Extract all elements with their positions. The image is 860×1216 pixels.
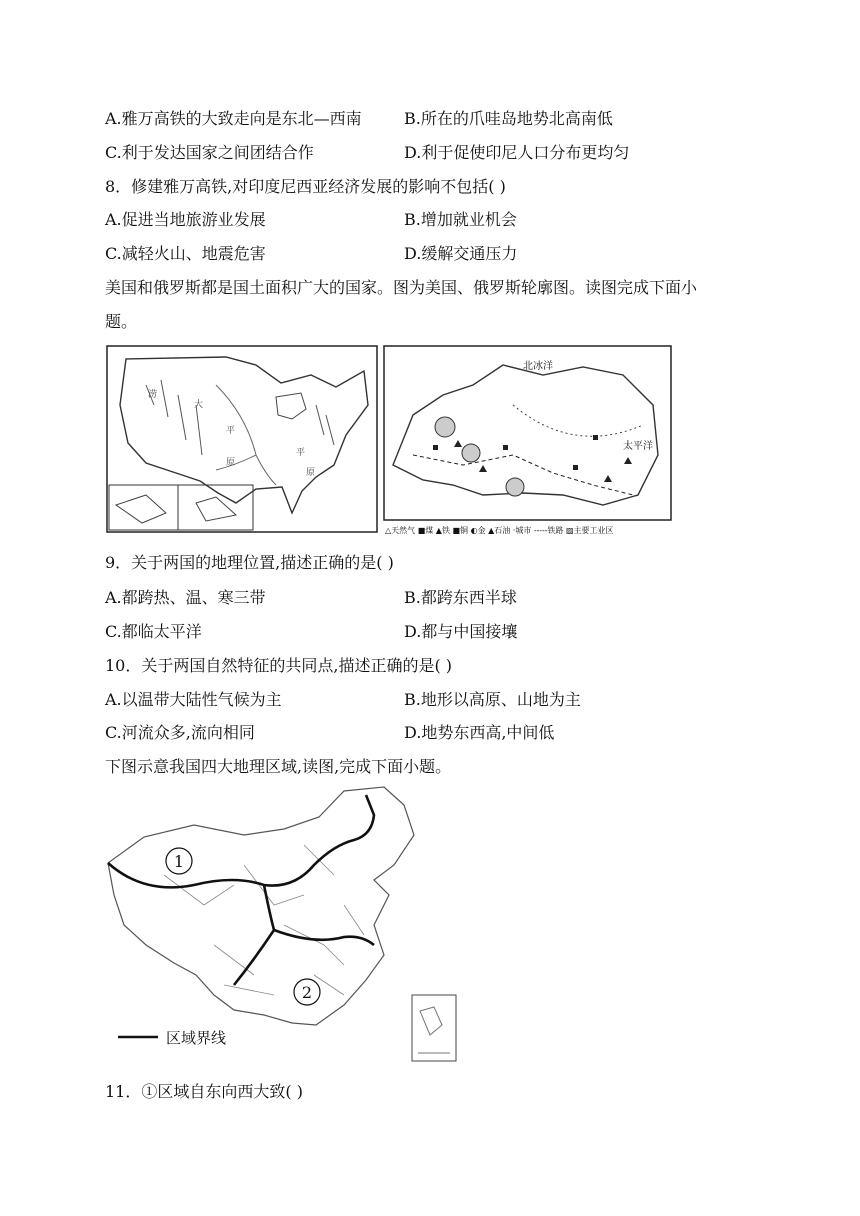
q10-option-a: A.以温带大陆性气候为主 [105, 690, 282, 709]
q9-stem: 9．关于两国的地理位置,描述正确的是( ) [105, 553, 394, 572]
china-regions-map [104, 785, 464, 1065]
russia-map-legend: △天然气 ■煤 ▲铁 ■铜 ◐金 ▲石油 ·城市 -----铁路 ▨主要工业区 [385, 526, 614, 535]
q11-stem: 11．①区域自东向西大致( ) [105, 1082, 303, 1101]
intro-us-russia-line1: 美国和俄罗斯都是国土面积广大的国家。图为美国、俄罗斯轮廓图。读图完成下面小 [105, 278, 698, 297]
q9-option-a: A.都跨热、温、寒三带 [105, 588, 266, 607]
china-map-legend: 区域界线 [166, 1029, 227, 1047]
q8-option-a: A.促进当地旅游业发展 [105, 210, 266, 229]
q10-option-d: D.地势东西高,中间低 [404, 723, 555, 742]
label-arctic-ocean: 北冰洋 [523, 361, 553, 372]
q10-option-b: B.地形以高原、山地为主 [404, 690, 581, 709]
intro-china: 下图示意我国四大地理区域,读图,完成下面小题。 [105, 757, 452, 776]
q8-option-c: C.减轻火山、地震危害 [105, 244, 266, 263]
q10-stem: 10．关于两国自然特征的共同点,描述正确的是( ) [105, 656, 453, 675]
q8-option-b: B.增加就业机会 [404, 210, 517, 229]
intro-us-russia-line2: 题。 [105, 312, 138, 331]
q9-option-b: B.都跨东西半球 [404, 588, 517, 607]
label-pacific-ocean: 太平洋 [623, 441, 653, 452]
svg-text:平: 平 [226, 426, 236, 436]
svg-text:平: 平 [296, 448, 306, 458]
svg-text:原: 原 [226, 458, 236, 468]
q9-option-c: C.都临太平洋 [105, 622, 202, 641]
svg-text:原: 原 [306, 468, 316, 478]
region-1-label: 1 [173, 852, 185, 871]
svg-text:涝: 涝 [148, 390, 158, 400]
q7-option-a: A.雅万高铁的大致走向是东北—西南 [105, 109, 362, 128]
russia-outline-map [383, 345, 672, 536]
q7-option-d: D.利于促使印尼人口分布更均匀 [404, 143, 630, 162]
region-2-label: 2 [301, 983, 313, 1002]
q7-option-c: C.利于发达国家之间团结合作 [105, 143, 314, 162]
q8-stem: 8．修建雅万高铁,对印度尼西亚经济发展的影响不包括( ) [105, 177, 506, 196]
svg-text:大: 大 [194, 400, 204, 410]
usa-outline-map [106, 345, 378, 533]
q10-option-c: C.河流众多,流向相同 [105, 723, 255, 742]
q8-option-d: D.缓解交通压力 [404, 244, 518, 263]
q9-option-d: D.都与中国接壤 [404, 622, 518, 641]
q7-option-b: B.所在的爪哇岛地势北高南低 [404, 109, 613, 128]
